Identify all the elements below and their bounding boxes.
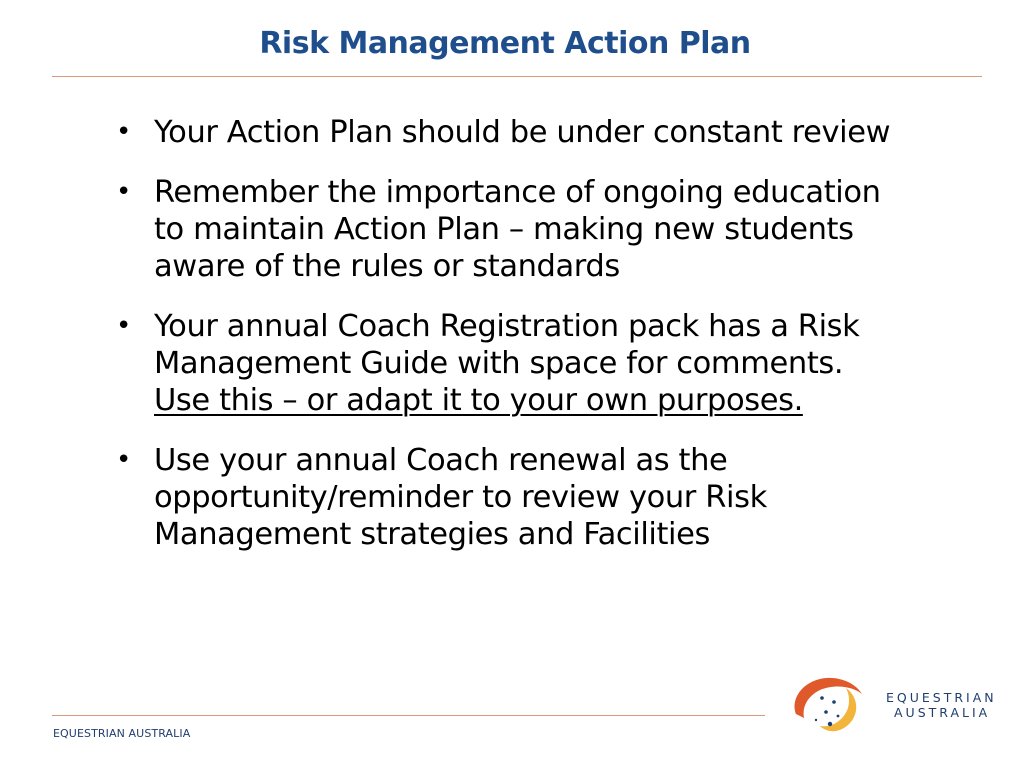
bullet-text-line: Remember the importance of ongoing education: [154, 175, 881, 210]
title-divider: [52, 76, 982, 77]
bullet-text-line: Your annual Coach Registration pack has a Risk: [154, 309, 860, 344]
bullet-text-line: Use your annual Coach renewal as the: [154, 443, 728, 478]
bullet-marker: •: [116, 445, 131, 475]
bullet-marker: •: [116, 177, 131, 207]
equestrian-australia-logo: [786, 668, 996, 734]
bullet-text-line: Your Action Plan should be under constant review: [154, 115, 891, 150]
logo-line-2: AUSTRALIA: [894, 705, 991, 720]
bullet-text-line: to maintain Action Plan – making new students: [154, 212, 854, 247]
bullet-item: [112, 442, 932, 553]
bullet-item: [112, 174, 932, 285]
equestrian-australia-logo-icon: [786, 668, 870, 734]
bullet-text-line: opportunity/reminder to review your Risk: [154, 480, 767, 515]
bullet-text-line-underlined: Use this – or adapt it to your own purposes.: [154, 383, 803, 418]
logo-line-1: EQUESTRIAN: [886, 690, 997, 705]
bullet-list: [112, 114, 932, 576]
bullet-item: [112, 114, 932, 151]
bullet-marker: •: [116, 117, 131, 147]
bullet-marker: •: [116, 311, 131, 341]
slide-title: Risk Management Action Plan: [259, 26, 751, 61]
bullet-text-line: Management Guide with space for comments.: [154, 346, 844, 381]
logo-wordmark: [886, 690, 997, 720]
footer-text: EQUESTRIAN AUSTRALIA: [53, 727, 191, 740]
bullet-text-line: aware of the rules or standards: [154, 249, 620, 284]
footer-divider: [52, 715, 765, 716]
bullet-text-line: Management strategies and Facilities: [154, 517, 710, 552]
bullet-item: [112, 308, 932, 419]
